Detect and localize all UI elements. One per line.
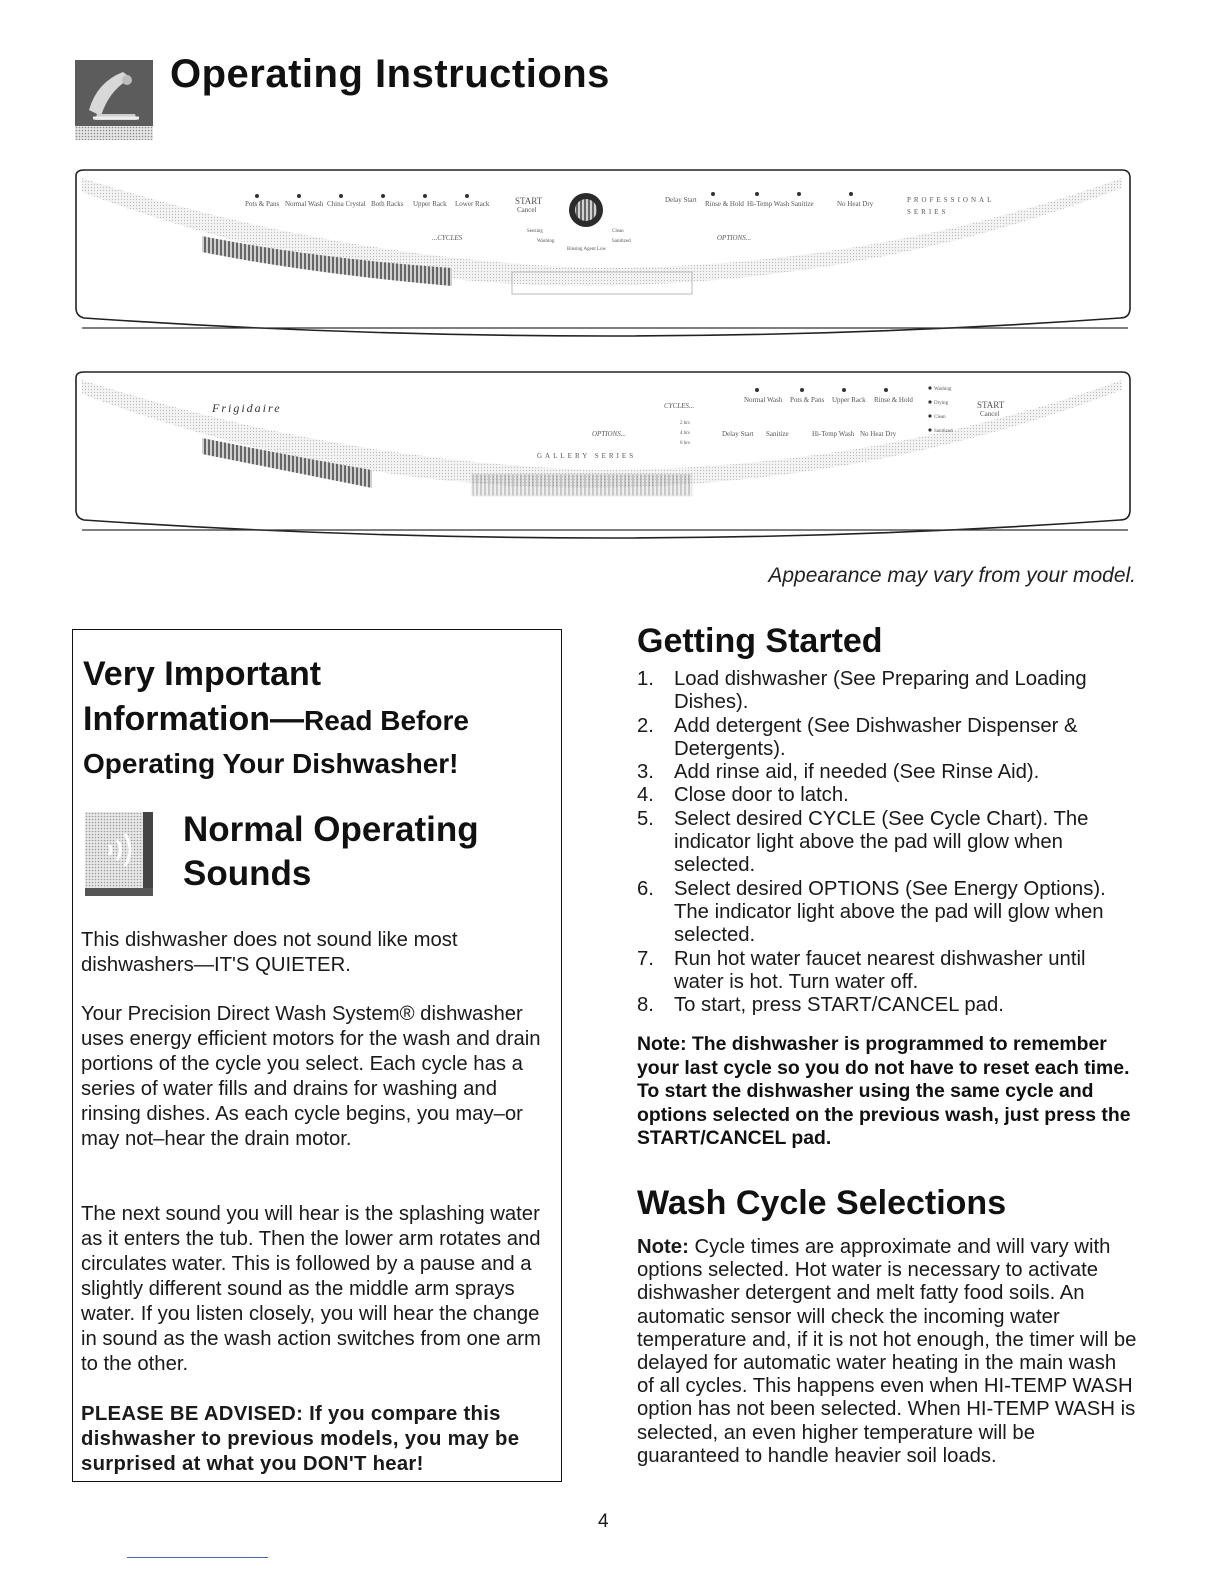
- heading-line-1: Very Important: [83, 655, 322, 693]
- indicator-light: [255, 194, 259, 198]
- cycle-pad-china: China Crystal: [327, 200, 366, 208]
- indicator-light: [755, 388, 759, 392]
- svg-text:Clean: Clean: [934, 415, 946, 420]
- cycle-pad-upper: Upper Rack: [413, 200, 447, 208]
- indicator-light: [381, 194, 385, 198]
- option-pad-sanitize: Sanitize: [766, 430, 789, 438]
- cancel-label: Cancel: [517, 206, 537, 214]
- getting-started-note: Note: The dishwasher is programmed to remember your last cycle so you do not have to reset each time. To start the dishwasher using the same cycle and options selected on the previous wash, just press the START/CANCEL pad.: [637, 1033, 1131, 1150]
- svg-text:Sensing: Sensing: [527, 229, 543, 234]
- indicator-light: [797, 192, 801, 196]
- control-panel-gallery: [72, 370, 1134, 550]
- wash-cycle-heading: Wash Cycle Selections: [637, 1184, 1007, 1222]
- appearance-caption: Appearance may vary from your model.: [768, 564, 1136, 587]
- top-cycle-pads: [245, 194, 490, 208]
- list-item: 7. Run hot water faucet nearest dishwasher until water is hot. Turn water off.: [637, 947, 1086, 993]
- sound-waves-icon: [85, 812, 165, 897]
- indicator-light: [849, 192, 853, 196]
- indicator-light: [423, 194, 427, 198]
- svg-text:4 hrs: 4 hrs: [680, 431, 690, 436]
- page-number: 4: [598, 1511, 609, 1532]
- svg-text:Sanitized: Sanitized: [934, 429, 953, 434]
- wash-cycle-note: Note: Cycle times are approximate and will vary with options selected. Hot water is necessary to activate dishwasher detergent and melt fatty food soils. An automatic sensor will check the incoming water temperature and, if it is not hot enough, the timer will be delayed for automatic water heating in the main wash of all cycles. This happens even when HI-TEMP WASH option has not been selected. When HI-TEMP WASH is selected, an even higher temperature will be guaranteed to handle heavier soil loads.: [637, 1236, 1137, 1467]
- options-label: OPTIONS...: [592, 430, 627, 438]
- cycles-label: CYCLES...: [664, 402, 695, 410]
- sounds-paragraph-2: Your Precision Direct Wash System® dishwasher uses energy efficient motors for the wash and drain portions of the cycle you select. Each cycle has a series of water fills and drains for washing and rinsing dishes. As each cycle begins, you may–or may not–hear the drain motor.: [81, 1003, 541, 1150]
- option-pad-sanitize: Sanitize: [791, 200, 814, 208]
- cancel-label: Cancel: [980, 410, 1000, 418]
- cycle-pad-pots: Pots & Pans: [790, 396, 825, 404]
- indicator-light: [465, 194, 469, 198]
- important-info-box: [72, 629, 562, 1482]
- getting-started-heading: Getting Started: [637, 622, 883, 660]
- indicator-light: [755, 192, 759, 196]
- svg-text:Drying: Drying: [934, 401, 949, 406]
- option-pad-hitemp: Hi-Temp Wash: [812, 430, 855, 438]
- indicator-light: [800, 388, 804, 392]
- option-pad-noheat: No Heat Dry: [860, 430, 897, 438]
- cycle-pad-normal: Normal Wash: [285, 200, 324, 208]
- bottom-status-lights: [928, 386, 953, 434]
- svg-text:Sanitized: Sanitized: [612, 239, 631, 244]
- indicator-light: [884, 388, 888, 392]
- sounds-paragraph-1: This dishwasher does not sound like most dishwashers—IT'S QUIETER.: [81, 929, 458, 976]
- series-label: SERIES: [907, 208, 949, 216]
- list-item: 4. Close door to latch.: [637, 784, 849, 807]
- control-panel-professional: [72, 168, 1134, 348]
- sounds-paragraph-3: The next sound you will hear is the splashing water as it enters the tub. Then the lower arm rotates and circulates water. This is followed by a pause and a slightly different sound as the middle arm sprays water. If you listen closely, you will hear the change in sound as the wash action switches from one arm to the other.: [81, 1203, 541, 1375]
- heading-line-2: Information—Read Before: [83, 700, 469, 738]
- cycles-label: ...CYCLES: [432, 234, 463, 242]
- options-label: OPTIONS...: [717, 234, 752, 242]
- page-title: Operating Instructions: [170, 52, 610, 96]
- getting-started-list: [637, 668, 1137, 1017]
- indicator-light: [842, 388, 846, 392]
- svg-text:Rinsing Agent Low: Rinsing Agent Low: [567, 247, 607, 252]
- svg-text:Washing: Washing: [934, 387, 952, 392]
- cycle-pad-normal: Normal Wash: [744, 396, 783, 404]
- gallery-series-label: GALLERY SERIES: [537, 452, 637, 460]
- bottom-option-pads: [722, 430, 897, 438]
- indicator-light: [339, 194, 343, 198]
- indicator-light: [297, 194, 301, 198]
- delay-start-label: Delay Start: [665, 196, 697, 204]
- professional-label: PROFESSIONAL: [907, 196, 995, 204]
- status-lights: [527, 229, 631, 252]
- sounds-heading: Normal Operating Sounds: [183, 810, 479, 893]
- list-item: 3. Add rinse aid, if needed (See Rinse Aid).: [637, 761, 1040, 784]
- list-item: 1. Load dishwasher (See Preparing and Loading Dishes).: [637, 668, 1087, 714]
- advised-note: PLEASE BE ADVISED: If you compare this dishwasher to previous models, you may be surprised at what you DON'T hear!: [81, 1403, 520, 1475]
- list-item: 2. Add detergent (See Dishwasher Dispenser & Detergents).: [637, 714, 1078, 760]
- delay-hours: [680, 421, 690, 446]
- bottom-cycle-pads: [744, 388, 913, 404]
- heading-line-3: Operating Your Dishwasher!: [83, 748, 459, 779]
- svg-text:6 hrs: 6 hrs: [680, 441, 690, 446]
- list-item: 6. Select desired OPTIONS (See Energy Options). The indicator light above the pad will glow when selected.: [637, 877, 1106, 947]
- cycle-pad-pots: Pots & Pans: [245, 200, 280, 208]
- indicator-light: [711, 192, 715, 196]
- option-pad-noheat: No Heat Dry: [837, 200, 874, 208]
- svg-text:2 hrs: 2 hrs: [680, 421, 690, 426]
- list-item: 8. To start, press START/CANCEL pad.: [637, 994, 1004, 1017]
- dishwasher-rack-icon: [75, 60, 155, 142]
- top-option-pads: [705, 192, 874, 208]
- cycle-pad-rinse: Rinse & Hold: [874, 396, 913, 404]
- option-pad-delay: Delay Start: [722, 430, 754, 438]
- cycle-pad-both: Both Racks: [371, 200, 404, 208]
- cycle-pad-upper: Upper Rack: [832, 396, 866, 404]
- start-label: START: [977, 400, 1005, 410]
- start-label: START: [515, 196, 543, 206]
- svg-text:Clean: Clean: [612, 229, 624, 234]
- cycle-pad-lower: Lower Rack: [455, 200, 490, 208]
- svg-text:Washing: Washing: [537, 239, 555, 244]
- list-item: 5. Select desired CYCLE (See Cycle Chart). The indicator light above the pad will glow when selected.: [637, 807, 1089, 877]
- option-pad-rinse: Rinse & Hold: [705, 200, 744, 208]
- option-pad-hitemp: Hi-Temp Wash: [747, 200, 790, 208]
- footer-rule: [127, 1557, 268, 1558]
- important-heading: [83, 652, 553, 784]
- frigidaire-logo: Frigidaire: [212, 401, 282, 415]
